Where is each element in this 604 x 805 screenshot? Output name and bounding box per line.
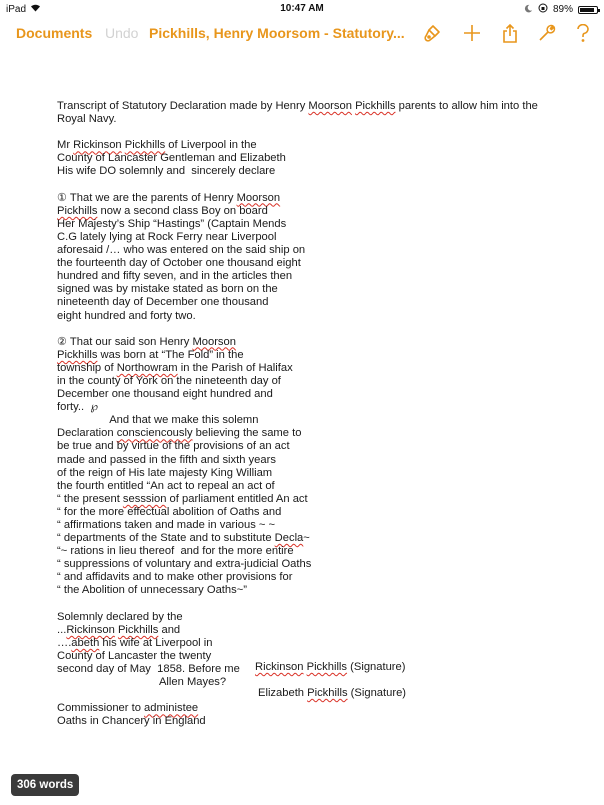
misspelled-word[interactable]: Rickinson bbox=[255, 661, 304, 674]
misspelled-word[interactable]: Decla bbox=[274, 532, 304, 545]
text-line: Pickhills now a second class Boy on board bbox=[57, 204, 268, 217]
text-line: ….abeth his wife at Liverpool in bbox=[57, 636, 213, 649]
text-line: Rickinson Pickhills (Signature) bbox=[255, 661, 406, 674]
text-line: the fourteenth day of October one thousand eight bbox=[57, 257, 301, 270]
misspelled-word[interactable]: sesssion bbox=[122, 492, 167, 505]
misspelled-word[interactable]: Rickinson bbox=[66, 623, 115, 636]
undo-button[interactable]: Undo bbox=[105, 25, 139, 41]
text-line: second day of May 1858. Before me bbox=[57, 663, 240, 676]
add-icon[interactable] bbox=[461, 23, 483, 43]
intro-paragraph bbox=[57, 100, 557, 126]
text-line: ② That our said son Henry Moorson bbox=[57, 335, 236, 348]
clause-two-paragraph bbox=[57, 336, 557, 598]
text-line: Her Majesty’s Ship “Hastings” (Captain Mends bbox=[57, 217, 287, 230]
text-line: “~ rations in lieu thereof and for the more entire bbox=[57, 545, 294, 558]
misspelled-word[interactable]: administee bbox=[144, 702, 199, 715]
misspelled-word[interactable]: Rickinson bbox=[73, 139, 122, 152]
text-line: “ affirmations taken and made in various ~ ~ bbox=[57, 519, 276, 531]
word-count-badge[interactable]: 306 words bbox=[11, 774, 79, 796]
misspelled-word[interactable]: Pickhills bbox=[355, 100, 396, 112]
text-line: signed was by mistake stated as born on the bbox=[57, 283, 278, 296]
status-time: 10:47 AM bbox=[280, 3, 324, 14]
text-line: Oaths in Chancery in England bbox=[57, 715, 206, 728]
text-line: “ the present sesssion of parliament entitled An act bbox=[57, 492, 308, 505]
text-line: township of Northowram in the Parish of Halifax bbox=[57, 361, 293, 374]
format-brush-icon[interactable] bbox=[422, 23, 444, 43]
text-line: eight hundred and forty two. bbox=[57, 309, 196, 322]
text-line: December one thousand eight hundred and bbox=[57, 388, 273, 401]
misspelled-word[interactable]: abeth bbox=[71, 636, 100, 649]
text-line: in the county of York on the nineteenth day of bbox=[57, 374, 281, 387]
document-title[interactable]: Pickhills, Henry Moorsom - Statutory... bbox=[149, 25, 405, 41]
misspelled-word[interactable]: Pickhills bbox=[57, 204, 98, 217]
text-line: C.G lately lying at Rock Ferry near Liverpool bbox=[57, 230, 277, 243]
text-line: aforesaid /… who was entered on the said ship on bbox=[57, 244, 306, 257]
text-line: made and passed in the fifth and sixth years bbox=[57, 453, 276, 466]
misspelled-word[interactable]: consciencously bbox=[116, 427, 193, 440]
misspelled-word[interactable]: Northowram bbox=[116, 361, 178, 374]
misspelled-word[interactable]: Pickhills bbox=[57, 348, 98, 361]
misspelled-word[interactable]: Moorson bbox=[308, 100, 352, 112]
share-icon[interactable] bbox=[499, 23, 521, 43]
help-icon[interactable] bbox=[572, 23, 594, 43]
misspelled-word[interactable]: Moorson bbox=[192, 335, 236, 348]
orientation-lock-icon bbox=[538, 3, 548, 16]
text-line: His wife DO solemnly and sincerely declare bbox=[57, 165, 276, 178]
document-body[interactable] bbox=[57, 100, 557, 729]
battery-percent: 89% bbox=[552, 4, 573, 15]
text-line: “ the Abolition of unnecessary Oaths~” bbox=[57, 584, 247, 597]
text-line: Transcript of Statutory Declaration made by Henry Moorson Pickhills parents to allow him into the bbox=[57, 100, 538, 112]
misspelled-word[interactable]: Pickhills bbox=[306, 661, 348, 674]
device-name: iPad bbox=[6, 3, 27, 15]
do-not-disturb-icon bbox=[524, 4, 533, 16]
tools-wrench-icon[interactable] bbox=[536, 23, 558, 43]
text-line: “ and affidavits and to make other provisions for bbox=[57, 571, 293, 584]
text-line: “ departments of the State and to substitute Decla~ bbox=[57, 532, 310, 545]
misspelled-word[interactable]: Pickhills bbox=[117, 623, 159, 636]
text-line: Solemnly declared by the bbox=[57, 610, 183, 623]
text-line: ① That we are the parents of Henry Moorson bbox=[57, 191, 281, 204]
text-line: of the reign of His late majesty King William bbox=[57, 466, 273, 479]
misspelled-word[interactable]: Pickhills bbox=[307, 687, 348, 700]
text-line: hundred and fifty seven, and in the articles then bbox=[57, 270, 293, 283]
text-line: County of Lancaster the twenty bbox=[57, 649, 212, 662]
battery-icon bbox=[578, 6, 598, 14]
text-line: Pickhills was born at “The Fold” in the bbox=[57, 348, 244, 361]
text-line: And that we make this solemn bbox=[57, 414, 259, 427]
text-line: Declaration consciencously believing the same to bbox=[57, 427, 302, 440]
text-line: Allen Mayes? bbox=[57, 676, 227, 689]
text-line: Mr Rickinson Pickhills of Liverpool in the bbox=[57, 139, 257, 152]
toolbar bbox=[0, 18, 604, 48]
text-line: County of Lancaster Gentleman and Elizabeth bbox=[57, 152, 286, 165]
text-line: Royal Navy. bbox=[57, 113, 117, 126]
text-line: “ for the more effectual abolition of Oaths and bbox=[57, 505, 282, 518]
text-line: nineteenth day of December one thousand bbox=[57, 296, 269, 309]
text-line: ...Rickinson Pickhills and bbox=[57, 623, 181, 636]
signature-elizabeth bbox=[258, 676, 406, 710]
status-bar bbox=[0, 0, 604, 18]
clause-one-paragraph bbox=[57, 192, 557, 323]
text-line: the fourth entitled “An act to repeal an act of bbox=[57, 479, 275, 492]
text-line: “ suppressions of voluntary and extra-judicial Oaths bbox=[57, 558, 312, 571]
text-line: Commissioner to administee bbox=[57, 702, 199, 715]
text-line: be true and by virtue of the provisions of an act bbox=[57, 440, 290, 453]
text-line: forty.. ℘ bbox=[57, 401, 99, 414]
text-line: Elizabeth Pickhills (Signature) bbox=[258, 687, 407, 700]
declarant-paragraph bbox=[57, 139, 557, 178]
misspelled-word[interactable]: Moorson bbox=[236, 191, 281, 204]
documents-button[interactable]: Documents bbox=[16, 25, 93, 41]
misspelled-word[interactable]: Pickhills bbox=[124, 139, 166, 152]
